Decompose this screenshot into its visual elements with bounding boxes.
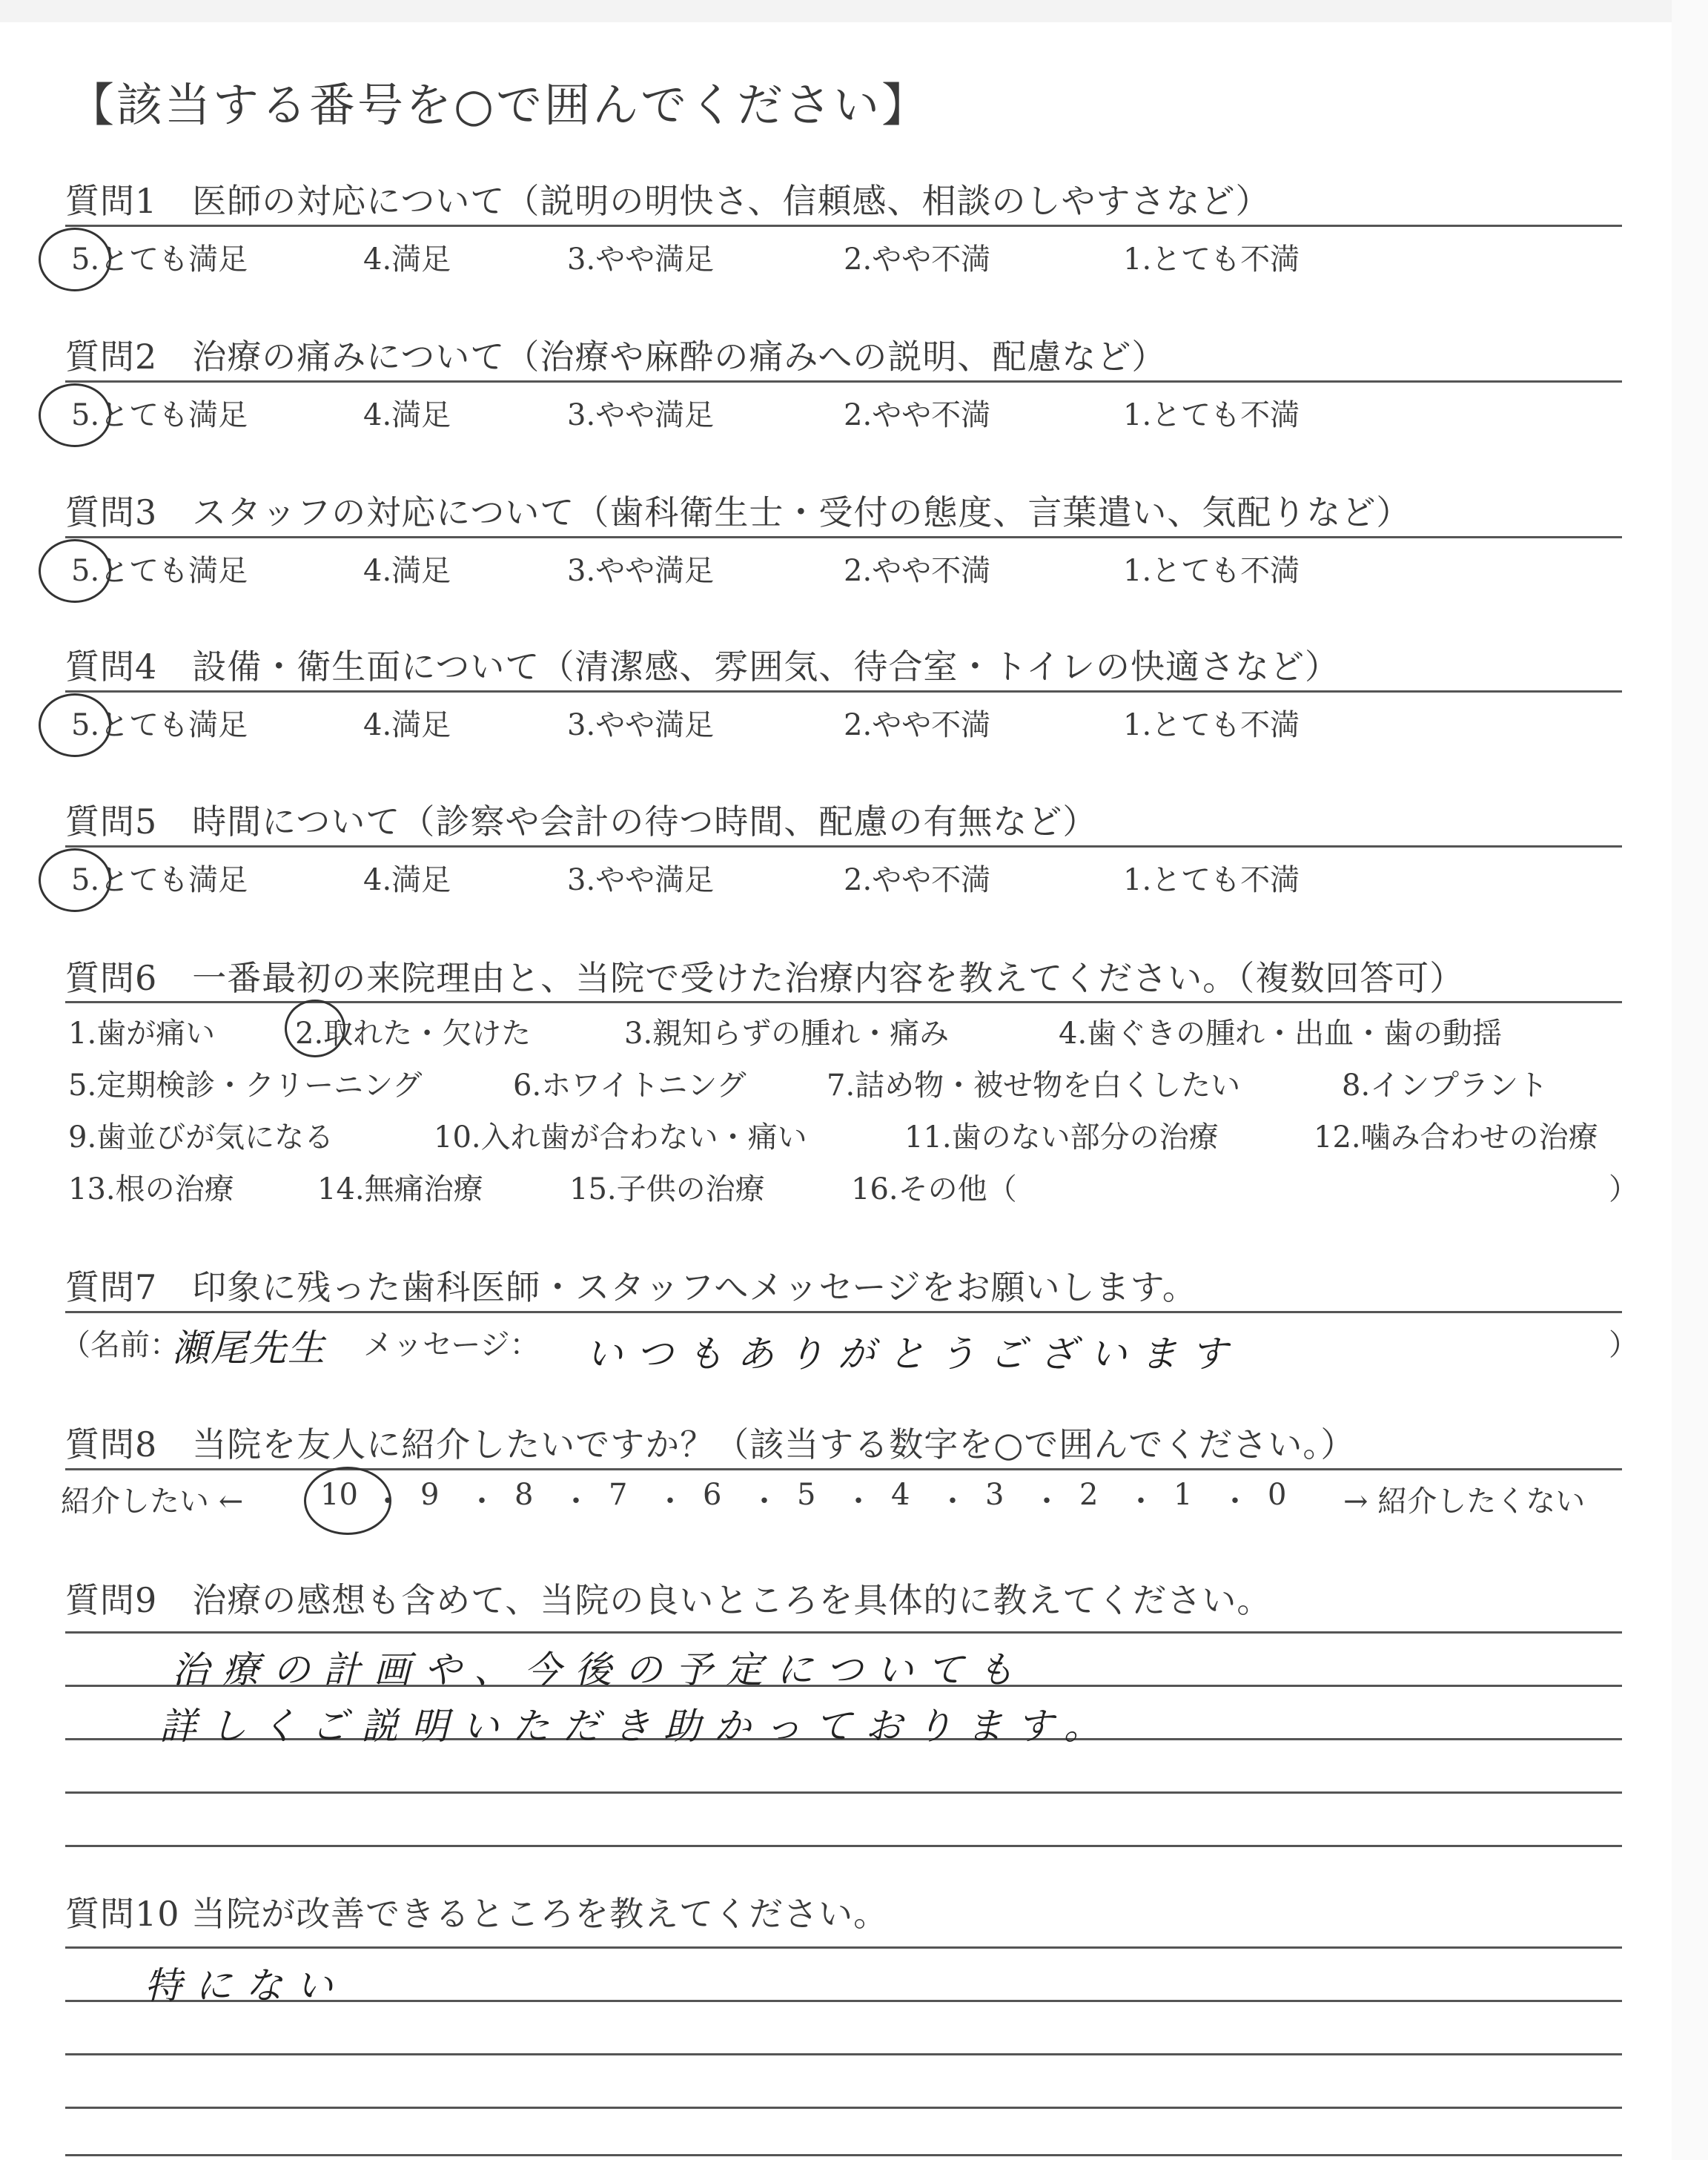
- q1-option-5[interactable]: 5.とても満足: [71, 242, 248, 277]
- q7-name-label: （名前：: [61, 1328, 179, 1362]
- q3-selected-circle: [39, 539, 111, 603]
- q8-right-label: → 紹介したくない: [1343, 1484, 1586, 1519]
- q8-scale-dot: ・: [844, 1484, 873, 1519]
- q2-rule: [65, 380, 1622, 383]
- q3-option-4[interactable]: 4.満足: [363, 554, 451, 588]
- q4-option-3[interactable]: 3.やや満足: [567, 708, 715, 742]
- q8-scale-dot: ・: [1126, 1484, 1156, 1519]
- q6-option-2[interactable]: 2.取れた・欠けた: [295, 1017, 532, 1051]
- q3-title: 質問3 スタッフの対応について（歯科衛生士・受付の態度、言葉遣い、気配りなど）: [65, 492, 1411, 532]
- q1-option-4[interactable]: 4.満足: [363, 242, 451, 277]
- q6-option-4[interactable]: 4.歯ぐきの腫れ・出血・歯の動揺: [1059, 1017, 1503, 1051]
- q6-option-13[interactable]: 13.根の治療: [68, 1172, 234, 1206]
- q5-option-5[interactable]: 5.とても満足: [71, 863, 248, 897]
- q5-title: 質問5 時間について（診察や会計の待つ時間、配慮の有無など）: [65, 802, 1098, 842]
- q9-rule-1: [65, 1631, 1622, 1634]
- q1-selected-circle: [39, 228, 111, 291]
- q3-option-5[interactable]: 5.とても満足: [71, 554, 248, 588]
- q5-selected-circle: [39, 848, 111, 912]
- q4-option-1[interactable]: 1.とても不満: [1123, 708, 1300, 742]
- q6-option-11[interactable]: 11.歯のない部分の治療: [904, 1120, 1219, 1155]
- q6-option-5[interactable]: 5.定期検診・クリーニング: [68, 1069, 423, 1103]
- q9-answer-line-1[interactable]: 治療の計画や、今後の予定についても: [172, 1648, 1027, 1691]
- q8-scale-1[interactable]: 1: [1174, 1478, 1193, 1512]
- q4-title: 質問4 設備・衛生面について（清潔感、雰囲気、待合室・トイレの快適さなど）: [65, 647, 1340, 687]
- q10-rule-5: [65, 2154, 1622, 2156]
- q2-selected-circle: [39, 383, 111, 447]
- q8-scale-dot: ・: [1220, 1484, 1250, 1519]
- q6-option-6[interactable]: 6.ホワイトニング: [513, 1069, 747, 1103]
- q10-title: 質問10 当院が改善できるところを教えてください。: [65, 1894, 889, 1934]
- q4-option-5[interactable]: 5.とても満足: [71, 708, 248, 742]
- q5-rule: [65, 845, 1622, 848]
- q2-option-2[interactable]: 2.やや不満: [844, 398, 991, 432]
- q4-selected-circle: [39, 693, 111, 757]
- q6-selected-circle: [285, 1000, 345, 1057]
- q6-option-15[interactable]: 15.子供の治療: [569, 1172, 765, 1206]
- q3-option-2[interactable]: 2.やや不満: [844, 554, 991, 588]
- q6-option-8[interactable]: 8.インプラント: [1342, 1069, 1549, 1103]
- q8-scale-2[interactable]: 2: [1079, 1478, 1099, 1512]
- q8-scale-6[interactable]: 6: [703, 1478, 722, 1512]
- q8-scale-0[interactable]: 0: [1268, 1478, 1287, 1512]
- q1-option-1[interactable]: 1.とても不満: [1123, 242, 1300, 277]
- q5-option-3[interactable]: 3.やや満足: [567, 863, 715, 897]
- q10-answer-line-1[interactable]: 特にない: [145, 1964, 346, 2007]
- q8-scale-4[interactable]: 4: [891, 1478, 910, 1512]
- scan-edge-right: [1672, 0, 1708, 2160]
- q4-option-4[interactable]: 4.満足: [363, 708, 451, 742]
- q8-scale-dot: ・: [655, 1484, 685, 1519]
- q9-rule-4: [65, 1791, 1622, 1794]
- q6-option-3[interactable]: 3.親知らずの腫れ・痛み: [624, 1017, 950, 1051]
- q7-rule: [65, 1311, 1622, 1313]
- q7-message-label: メッセージ：: [363, 1328, 540, 1362]
- q8-scale-7[interactable]: 7: [609, 1478, 628, 1512]
- q1-rule: [65, 225, 1622, 227]
- q5-option-1[interactable]: 1.とても不満: [1123, 863, 1300, 897]
- q5-option-4[interactable]: 4.満足: [363, 863, 451, 897]
- q8-scale-dot: ・: [561, 1484, 591, 1519]
- q6-option-14[interactable]: 14.無痛治療: [317, 1172, 483, 1206]
- q9-title: 質問9 治療の感想も含めて、当院の良いところを具体的に教えてください。: [65, 1580, 1272, 1620]
- q2-option-3[interactable]: 3.やや満足: [567, 398, 715, 432]
- q5-option-2[interactable]: 2.やや不満: [844, 863, 991, 897]
- q2-option-5[interactable]: 5.とても満足: [71, 398, 248, 432]
- q8-rule: [65, 1468, 1622, 1470]
- q8-scale-3[interactable]: 3: [985, 1478, 1004, 1512]
- q8-scale-dot: ・: [467, 1484, 497, 1519]
- q6-option-9[interactable]: 9.歯並びが気になる: [68, 1120, 334, 1155]
- q8-scale-9[interactable]: 9: [420, 1478, 440, 1512]
- q7-close-paren: ）: [1609, 1328, 1638, 1362]
- form-header: 【該当する番号を○で囲んでください】: [68, 78, 930, 132]
- q6-option-7[interactable]: 7.詰め物・被せ物を白くしたい: [827, 1069, 1241, 1103]
- q2-title: 質問2 治療の痛みについて（治療や麻酔の痛みへの説明、配慮など）: [65, 337, 1167, 377]
- q6-close-paren: ）: [1609, 1172, 1638, 1206]
- q8-scale-10[interactable]: 10: [320, 1478, 358, 1512]
- q8-scale-dot: ・: [373, 1484, 403, 1519]
- q8-title: 質問8 当院を友人に紹介したいですか？（該当する数字を○で囲んでください。）: [65, 1424, 1356, 1464]
- q6-option-16[interactable]: 16.その他（: [851, 1172, 1017, 1206]
- q1-title: 質問1 医師の対応について（説明の明快さ、信頼感、相談のしやすさなど）: [65, 181, 1271, 221]
- q3-option-1[interactable]: 1.とても不満: [1123, 554, 1300, 588]
- q8-scale-dot: ・: [749, 1484, 779, 1519]
- scan-edge-top: [0, 0, 1708, 22]
- q2-option-4[interactable]: 4.満足: [363, 398, 451, 432]
- q7-title: 質問7 印象に残った歯科医師・スタッフへメッセージをお願いします。: [65, 1267, 1197, 1307]
- q7-name-value[interactable]: 瀬尾先生: [172, 1327, 326, 1370]
- q9-rule-5: [65, 1845, 1622, 1847]
- q6-title: 質問6 一番最初の来院理由と、当院で受けた治療内容を教えてください。（複数回答可）: [65, 958, 1465, 998]
- q8-scale-8[interactable]: 8: [514, 1478, 534, 1512]
- q3-rule: [65, 536, 1622, 538]
- q9-answer-line-2[interactable]: 詳しくご説明いただき助かっております。: [159, 1705, 1114, 1748]
- q6-option-10[interactable]: 10.入れ歯が合わない・痛い: [434, 1120, 807, 1155]
- q10-rule-1: [65, 1946, 1622, 1949]
- q10-rule-4: [65, 2107, 1622, 2109]
- q4-option-2[interactable]: 2.やや不満: [844, 708, 991, 742]
- q3-option-3[interactable]: 3.やや満足: [567, 554, 715, 588]
- q2-option-1[interactable]: 1.とても不満: [1123, 398, 1300, 432]
- q7-message-value[interactable]: いつもありがとうございます: [586, 1332, 1241, 1375]
- q6-option-1[interactable]: 1.歯が痛い: [68, 1017, 216, 1051]
- q4-rule: [65, 690, 1622, 693]
- q8-scale-5[interactable]: 5: [797, 1478, 816, 1512]
- q8-scale-dot: ・: [1032, 1484, 1062, 1519]
- q1-option-3[interactable]: 3.やや満足: [567, 242, 715, 277]
- q10-rule-3: [65, 2053, 1622, 2055]
- q1-option-2[interactable]: 2.やや不満: [844, 242, 991, 277]
- q8-scale-dot: ・: [938, 1484, 967, 1519]
- q8-left-label: 紹介したい ←: [61, 1484, 244, 1519]
- q6-option-12[interactable]: 12.噛み合わせの治療: [1314, 1120, 1598, 1155]
